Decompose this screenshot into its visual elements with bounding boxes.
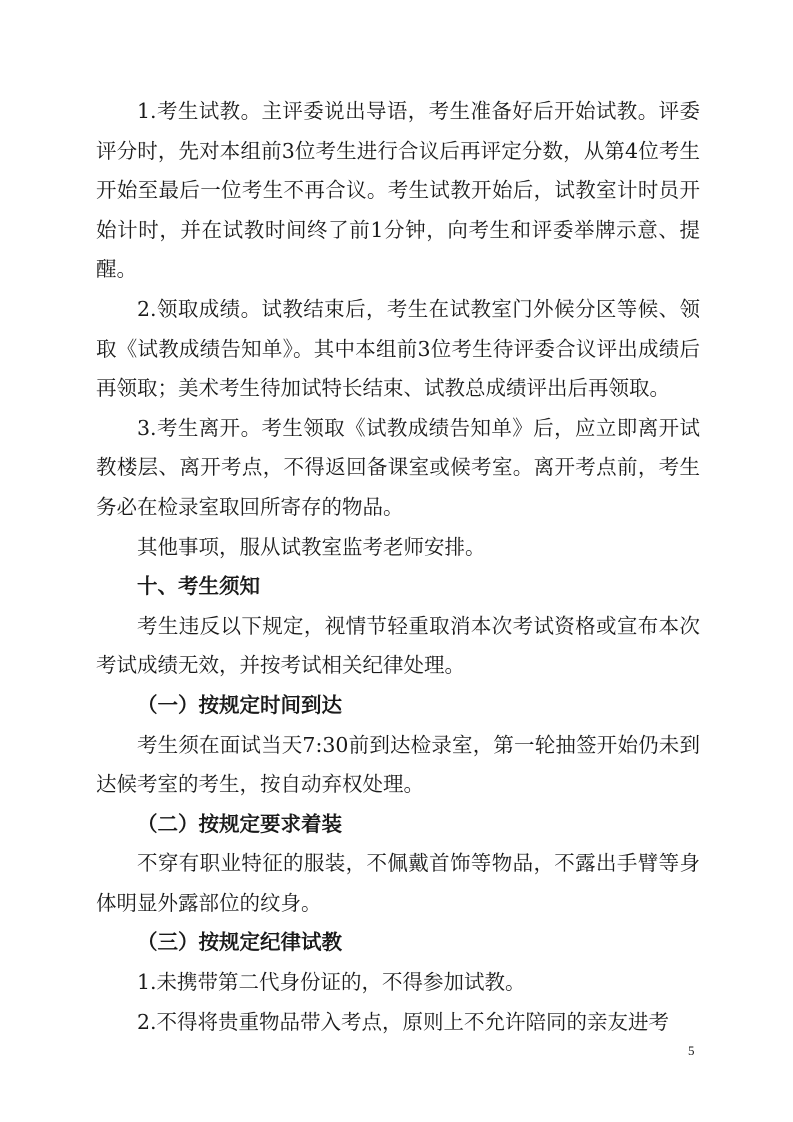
paragraph-id-card: 1.未携带第二代身份证的，不得参加试教。: [137, 970, 526, 995]
paragraph-dress-rules: 不穿有职业特征的服装，不佩戴首饰等物品，不露出手臂等身体明显外露部位的纹身。: [96, 851, 700, 915]
section-heading-candidate-notice: 十、考生须知: [137, 574, 260, 599]
paragraph-valuables: 2.不得将贵重物品带入考点，原则上不允许陪同的亲友进考: [137, 1009, 670, 1034]
subheading-dress-code: （二）按规定要求着装: [137, 811, 342, 836]
document-body: [96, 92, 700, 1042]
subheading-arrive-on-time: （一）按规定时间到达: [137, 692, 342, 717]
paragraph-candidate-leave: 3.考生离开。考生领取《试教成绩告知单》后，应立即离开试教楼层、离开考点，不得返回备课室或候考室。离开考点前，考生务必在检录室取回所寄存的物品。: [96, 415, 700, 519]
paragraph-trial-teaching: 1.考生试教。主评委说出导语，考生准备好后开始试教。评委评分时，先对本组前3位考生进行合议后再评定分数，从第4位考生开始至最后一位考生不再合议。考生试教开始后，试教室计时员开始计时，并在试教时间终了前1分钟，向考生和评委举牌示意、提醒。: [96, 99, 700, 282]
paragraph-collect-score: 2.领取成绩。试教结束后，考生在试教室门外候分区等候、领取《试教成绩告知单》。其中本组前3位考生待评委合议评出成绩后再领取；美术考生待加试特长结束、试教总成绩评出后再领取。: [96, 296, 700, 401]
paragraph-other-matters: 其他事项，服从试教室监考老师安排。: [137, 534, 486, 559]
paragraph-arrival-time: 考生须在面试当天7:30前到达检录室，第一轮抽签开始仍未到达候考室的考生，按自动弃权处理。: [96, 732, 700, 797]
paragraph-violation-rules: 考生违反以下规定，视情节轻重取消本次考试资格或宣布本次考试成绩无效，并按考试相关纪律处理。: [96, 613, 700, 678]
page-number: 5: [688, 1043, 695, 1058]
subheading-discipline: （三）按规定纪律试教: [137, 930, 342, 955]
